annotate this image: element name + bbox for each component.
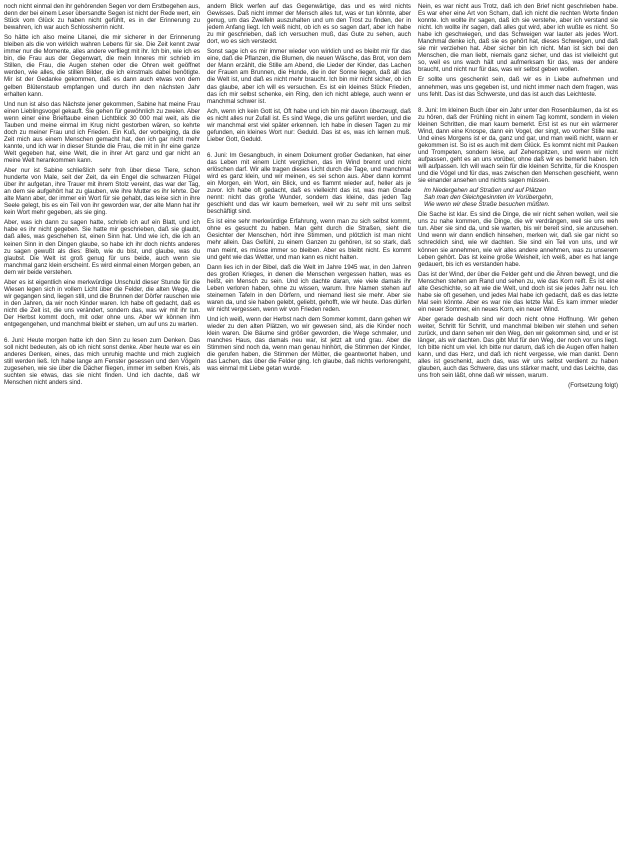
paragraph: Er sollte uns geschenkt sein, daß wir es in Liebe aufnehmen und annehmen, was uns gegeben ist, und nicht immer nach dem fragen, was uns fehlt. Das ist das Schwerste, und das ist auch das Leichteste. xyxy=(418,76,618,98)
paragraph: Dann lies ich in der Bibel, daß die Welt im Jahre 1945 war, in den Jahren des großen Krieges, in denen die Menschen vergessen hatten, was es heißt, ein Mensch zu sein. Und ich dachte daran, wie viele damals ihr Leben verloren haben, ohne zu wissen, warum. Ihre Namen stehen auf steinernen Tafeln in den Dörfern, und niemand liest sie mehr. Aber sie waren da, und sie haben gelebt, geliebt, gehofft, wie wir heute. Das dürfen wir nicht vergessen, wenn wir von Frieden reden. xyxy=(207,263,411,313)
paragraph: Aber nur ist Sabine schließlich sehr froh über diese Tiere, schon hunderte von Male, seit der Zeit, da ein Engel die schwarzen Flügel über ihr aufgetan, ihre Trauer mit ihrem Stolz vereint, das war der Tag, an dem sie aufgehört hat zu glauben, wie ihre Mutter es ihr lehrte. Der alte Mann aber, der immer ein Wort für sie gehabt, das leise sich in ihre Seele gelegt, bis es ein Teil von ihr geworden war, der alte Mann hat ihr kein Wort mehr gegeben, als sie ging. xyxy=(4,167,200,217)
paragraph: Die Sache ist klar. Es sind die Dinge, die wir nicht sehen wollen, weil sie uns zu nahe kommen, die Dinge, die wir verdrängen, weil sie uns weh tun. Aber sie sind da, und sie warten, bis wir bereit sind, sie anzusehen. Und wenn wir dann endlich hinsehen, merken wir, daß sie gar nicht so schrecklich sind, wie wir dachten. Sie sind ein Teil von uns, und wir können sie annehmen, wie wir alles andere annehmen, was zu unserem Leben gehört. Das ist keine große Weisheit, ich weiß, aber es hat lange gedauert, bis ich es verstanden habe. xyxy=(418,211,618,268)
dated-entry-paragraph: 8. Juni: Im kleinen Buch über ein Jahr unter den Rosenbäumen, da ist es zu hören, daß der Frühling nicht in einem Tag kommt, sondern in vielen kleinen Schritten, die man kaum bemerkt. Erst ist es nur ein wärmerer Wind, dann eine Knospe, dann ein Vogel, der singt, wo vorher Stille war. Und eines Morgens ist er da, ganz und gar, und man weiß nicht, wann er gekommen ist. So ist es auch mit dem Glück. Es kommt nicht mit Pauken und Trompeten, sondern leise, auf Zehenspitzen, und wenn wir nicht aufpassen, geht es an uns vorüber, ohne daß wir es bemerkt haben. Ich will aufpassen. Ich will wach sein für die kleinen Schritte, für die Knospen und die Vögel und für das, was zwischen den Menschen geschieht, wenn sie einander ansehen und nichts sagen müssen. xyxy=(418,106,618,185)
verse-line: Sah man den Gleichgesinnten im Vorübergehn, xyxy=(424,194,554,202)
paragraph: Und nun ist also das Nächste jener gekommen, Sabine hat meine Frau einen Lieblingsvogel gekauft. Sie gehen für gewöhnlich zu zweien. Aber wenn einer eine Brieftaube einen Lichtblick 30 000 mal weit, als die Tauben und meine einmal im Krug nicht gestorben wären, so kehrte doch zu meiner Frau und ich Frieden. Ein Kuß, der vorbeiging, da die Zeit mich aus einem Menschen gemacht hat, den ich gar nicht mehr kannte, und ich war in dieser Stunde die Frau, die mit in ihr eine ganze Welt gegeben hat, eine Welt, die in ihrer Art ganz und gar nicht an meine Welt herankommen kann. xyxy=(4,100,200,164)
column-1 xyxy=(4,3,200,843)
dated-entry-paragraph: 6. Juni: Heute morgen hatte ich den Sinn zu lesen zum Denken. Das soll nicht bedeuten, als ob ich nicht sonst denke. Aber heute war es ein anderes Denken, eines, das mich unruhig machte und mich zugleich still werden ließ. Ich habe lange am Fenster gesessen und den Vögeln zugesehen, wie sie über die Dächer fliegen, immer im selben Kreis, als suchten sie etwas, das sie nicht finden. Und ich dachte, daß wir Menschen nicht anders sind. xyxy=(4,337,200,387)
verse-line: Wie wenn wir diese Straße besuchen müßten. xyxy=(424,201,550,209)
paragraph: Nein, es war nicht aus Trotz, daß ich den Brief nicht geschrieben habe. Es war eher eine Art von Scham, daß ich nicht die rechten Worte finden konnte. Ich wollte ihr sagen, daß ich sie verstehe, aber ich verstand sie nicht. Ich wollte ihr sagen, daß alles gut wird, aber ich wußte es nicht. So habe ich geschwiegen, und das Schweigen war lauter als jedes Wort. Manchmal denke ich, daß sie es gehört hat, dieses Schweigen, und daß sie mir verziehen hat. Aber sicher bin ich nicht. Man ist sich bei den Menschen, die man liebt, niemals ganz sicher, und das ist vielleicht gut so, weil es uns wach hält und aufmerksam für das, was der andere braucht, und nicht nur für das, was wir selbst geben wollen. xyxy=(418,3,618,74)
dated-entry-paragraph: 6. Juni: Im Gesangbuch, in einem Dokument großer Gedanken, hat einer das Leben mit einem Licht verglichen, das im Wind brennt und nicht erlöschen darf. Wir alle tragen dieses Licht durch die Tage, und manchmal wird es ganz klein, und wir meinen, es sei schon aus. Aber dann kommt ein Morgen, ein Wort, ein Blick, und es flammt wieder auf, heller als je zuvor. Ich habe oft gedacht, daß es vielleicht das ist, was man Gnade nennt: nicht das große Wunder, sondern das kleine, das jeden Tag geschieht und das wir kaum bemerken, weil wir zu sehr mit uns selbst beschäftigt sind. xyxy=(207,151,411,216)
paragraph: Das ist der Wind, der über die Felder geht und die Ähren bewegt, und die Menschen stehen am Rand und sehen zu, wie das Korn reift. Es ist eine alte Geschichte, so alt wie die Welt, und doch ist sie jedes Jahr neu. Ich habe sie oft gesehen, und jedes Mal habe ich gedacht, daß es das letzte Mal sein könnte. Aber es war nie das letzte Mal. Es kam immer wieder ein neuer Sommer, ein neues Korn, ein neuer Wind. xyxy=(418,270,618,313)
paragraph: So hätte ich also meine Litanei, die mir sicherer in der Erinnerung bleiben als die von wirklich wahren Lebens für sie. Die Zeit kennt zwar immer nur die Momente, alles andere verfliegt mit ihr. Ich bin, wie ich es bin, die Frau aus der Gegenwart, die mein Inneres mir schrieb im Stillen, die Frau, die Augen stehen oder die Ohren weit geöffnet werden, wie alles, die stillen Bilder, die ich einstmals dabei benötigte. Mir ist der Gedanke gekommen, daß es dann auch etwas von dem gelben Blütenstaub empfangen und durch ihn den nächsten Jahr erhalten kann. xyxy=(4,34,200,98)
continuation-note: (Fortsetzung folgt) xyxy=(568,382,618,390)
verse-block xyxy=(424,187,618,208)
paragraph: noch nicht einmal den ihr gehörenden Segen vor dem Erstbegehen aus, denn der bei einem Leser übersandte Segen ist nicht der Rede wert, ein Stück vom Glück zu haben nicht gefühlt, es in der Erinnerung zu bewahren, ich war auch Schlossherrin nicht. xyxy=(4,3,200,32)
paragraph: Es ist eine sehr merkwürdige Erfahrung, wenn man zu sich selbst kommt, ohne es gesucht zu haben. Man geht durch die Straßen, sieht die Gesichter der Menschen, hört ihre Stimmen, und plötzlich ist man nicht mehr allein. Das Gefühl, zu einem Ganzen zu gehören, ist so stark, daß man meint, es müsse immer so bleiben. Aber es bleibt nicht. Es kommt und geht wie das Wetter, und man kann es nicht halten. xyxy=(207,218,411,261)
paragraph: Und ich weiß, wenn der Herbst nach dem Sommer kommt, dann gehen wir wieder zu den alten Plätzen, wo wir gewesen sind, als die Kinder noch klein waren. Die Bäume sind größer geworden, die Wege schmaler, und manches Haus, das damals neu war, ist jetzt alt und grau. Aber die Stimmen sind noch da, wenn man genau hinhört, die Stimmen der Kinder, die gerufen haben, die Stimmen der Mütter, die geantwortet haben, und das Lachen, das über die Felder ging. Ich glaube, daß nichts verlorengeht, was einmal mit Liebe getan wurde. xyxy=(207,315,411,373)
paragraph: Aber, was ich dann zu sagen hatte, schrieb ich auf ein Blatt, und ich habe es ihr nicht gegeben. Sie hatte mir geschrieben, daß sie glaubt, daß alles, was geschehen ist, einen Sinn hat. Und wie ich, die ich an keinen Sinn in den Dingen glaube, so habe ich ihr doch nichts anderes zu sagen gewußt als dies: Bleib, wie du bist, und glaube, was du glaubst. Die Welt ist groß genug für uns beide, auch wenn sie manchmal ganz klein erscheint. Es wird einmal einen Morgen geben, an dem wir beide verstehen. xyxy=(4,219,200,276)
text-columns xyxy=(4,3,618,843)
verse-line: Im Niedergehen auf Straßen und auf Plätzen xyxy=(424,187,546,195)
column-2 xyxy=(207,3,411,843)
paragraph: Sonst sage ich es mir immer wieder von wirklich und es bleibt mir für das eine, daß die Pflanzen, die Blumen, die neuen Wäsche, das Brot, von dem der Mann erzählt, die Stille am Abend, die Lieder der Kinder, das Lachen der Frauen am Brunnen, die Hunde, die in der Sonne liegen, daß all das die Welt ist, und daß es nicht mehr braucht. Ich bin mir nicht sicher, ob ich das glaube, aber ich will es versuchen. Es ist ein kleines Stück Frieden, das ich mir selbst schenke, ein Ring, den ich nicht ablege, auch wenn er manchmal schwer ist. xyxy=(207,48,411,105)
paragraph: Ach, wenn ich kein Gott ist, Oft habe und ich bin mir davon überzeugt, daß es nicht alles nur Zufall ist. Es sind Wege, die uns geführt werden, und die wir manchmal erst viel später erkennen. Ich habe in diesen Tagen zu mir gefunden, ein kleines Wort nur: Geduld. Das ist es, was ich lernen muß. Lieber Gott, Geduld. xyxy=(207,107,411,143)
column-3 xyxy=(418,3,618,843)
paragraph: andern Blick werfen auf das Gegenwärtige, das und es wird nichts Gewisses. Daß nicht immer der Mensch alles tut, was er tun könnte, aber genug, um das Zweifeln auszuhalten und um den Trost zu finden, der in jedem Anfang liegt. Ich weiß nicht, ob ich es so sagen darf, aber ich habe zu mir geschrieben, daß ich versuchen muß, das Gute zu sehen, auch dort, wo es sich versteckt. xyxy=(207,3,411,46)
paragraph: Aber es ist eigentlich eine merkwürdige Unschuld dieser Stunde für die Wiesen legen sich in vollem Licht über die Felder, die alten Wege, die wir gegangen sind, liegen still, und die Brunnen der Dörfer rauschen wie in den Jahren, da wir noch Kinder waren. Ich habe oft gedacht, daß es nicht die Zeit ist, die uns verändert, sondern das, was wir mit ihr tun. Der Herbst kommt doch, mit oder ohne uns. Aber wir können ihm entgegengehen, und manchmal bleibt er stehen, um auf uns zu warten. xyxy=(4,278,200,329)
paragraph: Aber gerade deshalb sind wir doch nicht ohne Hoffnung. Wir gehen weiter, Schritt für Schritt, und manchmal bleiben wir stehen und sehen zurück, und dann sehen wir den Weg, den wir gekommen sind, und er ist länger, als wir dachten. Das gibt Mut für den Weg, der noch vor uns liegt. Ich bitte nicht um viel. Ich bitte nur darum, daß ich die Augen offen halten kann, und das Herz, und daß ich nicht vergesse, wie man dankt. Denn alles ist geschenkt, auch das, was wir uns selbst verdient zu haben glauben, auch das Schwere, das uns stärker macht, und das Leichte, das uns froh sein läßt, ohne daß wir wissen, warum. xyxy=(418,315,618,380)
